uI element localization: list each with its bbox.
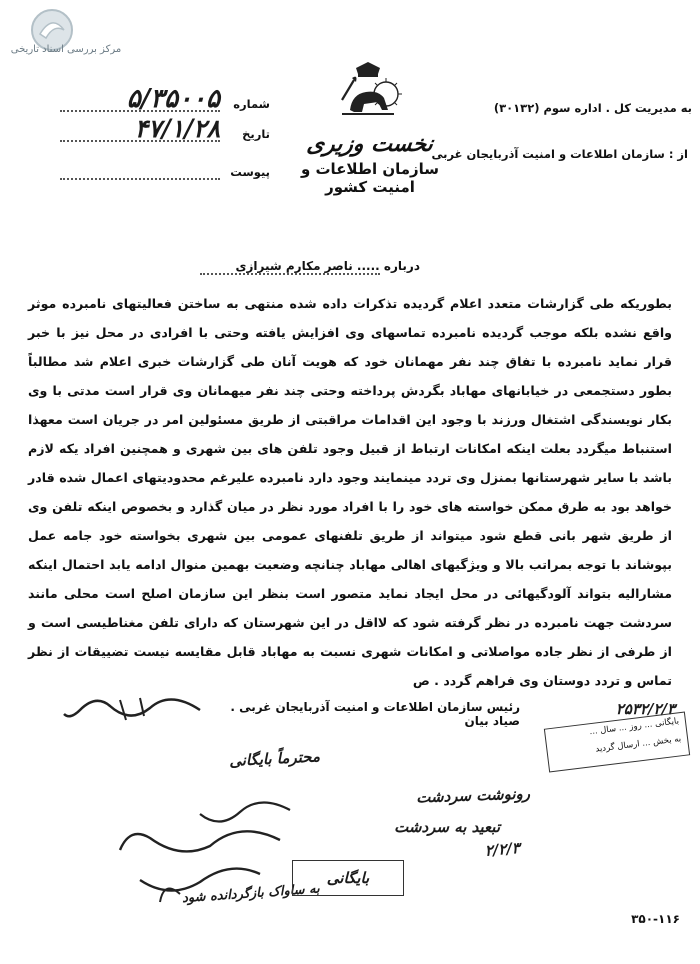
- signer-title: رئیس سازمان اطلاعات و امنیت آذربایجان غربی . صیاد بیان: [230, 700, 520, 728]
- handwritten-note-return: به ساواک بازگردانده شود: [181, 881, 321, 907]
- letter-number-value: ۵/۳۵۰۰۵: [126, 84, 220, 114]
- subject-line: درباره ..... ناصر مکارم شیرازی: [235, 259, 420, 273]
- subject-dotted-line: [200, 273, 380, 275]
- watermark-text: مرکز بررسی اسناد تاریخی: [10, 44, 122, 55]
- handwritten-note-copy: رونوشت سردشت: [415, 784, 531, 807]
- handwritten-note-exile: تبعید به سردشت: [394, 818, 500, 836]
- signature-date: ۲۵۳۲/۲/۳: [615, 700, 675, 718]
- page-number: ۳۵۰-۱۱۶: [631, 912, 680, 926]
- handwritten-signatures: [60, 790, 300, 910]
- stamp-line-section: به بخش ... ارسال گردید: [594, 734, 682, 755]
- date-label: تاریخ: [242, 127, 270, 141]
- subject-label: درباره: [383, 259, 420, 273]
- handwritten-note-archive: محترماً بایگانی: [228, 747, 321, 771]
- archive-box-stamp: بایگانی: [292, 860, 404, 896]
- ministry-title: نخست وزیری: [305, 132, 435, 157]
- attachment-dotted-line: [60, 178, 220, 180]
- attachment-label: پیوست: [230, 165, 270, 179]
- handwritten-note-date: ۲/۲/۳: [483, 838, 521, 860]
- number-dotted-line: [60, 110, 220, 112]
- signature-flourish: [60, 680, 210, 730]
- sender-line: از : سازمان اطلاعات و امنیت آذربایجان غربی: [431, 147, 688, 161]
- recipient-line: به مدیریت کل . اداره سوم (۳۰۱۳۲): [493, 101, 692, 115]
- letter-date-value: ۴۷/۱/۲۸: [134, 114, 220, 143]
- letter-body: بطوریکه طی گزارشات متعدد اعلام گردیده تذکرات داده شده منتهی به ساختن فعالیتهای نامبرده موثر واقع نشده بلکه موجب گردیده نامبرده تماسهای وی افزایش یافته وحتی با افرادی در محل نیز با خبر قرار نماید نامبرده با تفاق چند نفر مهمانان خود که هویت آنان طی گزارشات خبری اعلام شد مطالباً بطور دستجمعی در خیابانهای مهاباد بگردش پرداخته وحتی چند نفر میهمانان وی قرار است مدتی با وی بکار نویسندگی اشتغال ورزند با وجود این اقدامات مراقبتی از طریق مسئولین امر در جریان است معهذا استنباط میگردد بعلت اینکه امکانات ارتباط از قبیل وجود تلفن های بین شهری و همچنین افراد یکه لازم باشد با سایر شهرستانها بمنزل وی تردد مینمایند وجود دارد نامبرده علیرغم محدودیتهای اعمال شده قادر خواهد بود به طرق ممکن خواسته های خود را با افراد مورد نظر در میان گذارد و بخصوص اینکه تلفن وی از طریق شهر بانی قطع شود میتواند از طریق تلفنهای عمومی بین شهری بخواسته خود جامه عمل بپوشاند با توجه بمراتب بالا و ویژگیهای اهالی مهاباد چنانچه وضعیت بهمین منوال ادامه یابد احتمال اینکه مشارالیه بتواند آلودگیهائی در محل ایجاد نماید متصور است بنظر این سازمان اصلح است محلی مانند سردشت جهت نامبرده در نظر گرفته شود که لااقل در این شهرستان که دارای تلفن مغناطیسی است و از طرفی از نظر جاده مواصلاتی و امکانات شهری نسبت به مهاباد قابل مقایسه نیست تضییقات از نظر تماس و تردد دوستان وی فراهم گردد . ص: [28, 296, 672, 688]
- number-label: شماره: [233, 97, 270, 111]
- subject-value: ناصر مکارم شیرازی: [235, 259, 353, 273]
- organization-title: سازمان اطلاعات و امنیت کشور: [300, 160, 440, 196]
- received-stamp: [544, 712, 690, 773]
- lion-and-sun-emblem-icon: [328, 60, 408, 118]
- date-dotted-line: [60, 140, 220, 142]
- stamp-line-archive: بایگانی ... روز ... سال ...: [588, 716, 680, 738]
